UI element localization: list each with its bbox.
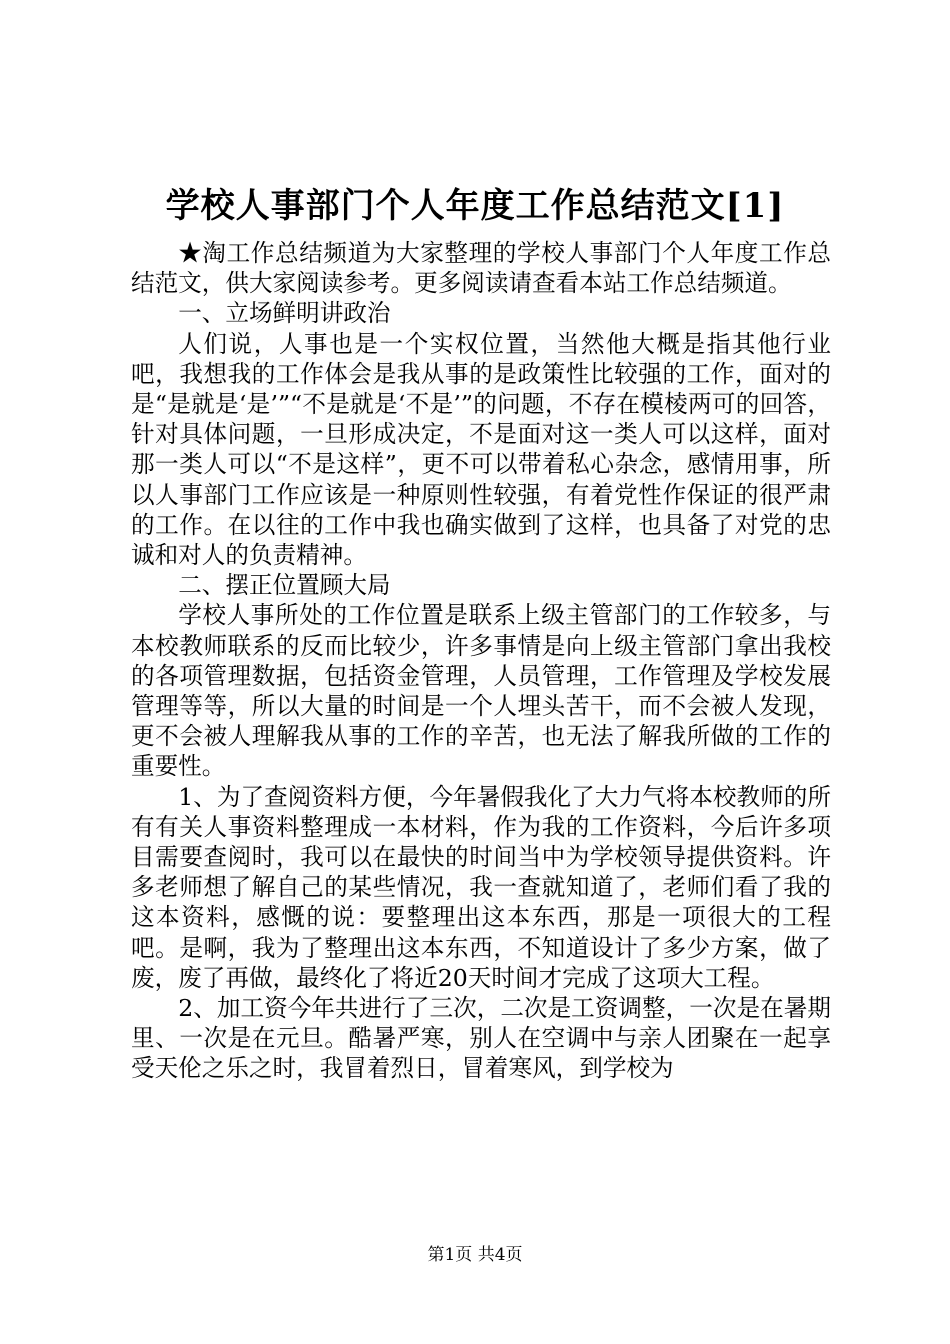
document-body <box>131 238 831 1084</box>
item-2-paragraph: 2、加工资今年共进行了三次，二次是工资调整，一次是在暑期里、一次是在元旦。酷暑严寒，别人在空调中与亲人团聚在一起享受天伦之乐之时，我冒着烈日，冒着寒风，到学校为 <box>131 994 831 1083</box>
section-1-paragraph: 人们说，人事也是一个实权位置，当然他大概是指其他行业吧，我想我的工作体会是我从事的是政策性比较强的工作，面对的是“是就是‘是’”“不是就是‘不是’”的问题，不存在模棱两可的回答，针对具体问题，一旦形成决定，不是面对这一类人可以这样，面对那一类人可以“不是这样”，更不可以带着私心杂念，感情用事，所以人事部门工作应该是一种原则性较强，有着党性作保证的很严肃的工作。在以往的工作中我也确实做到了这样，也具备了对党的忠诚和对人的负责精神。 <box>131 329 831 570</box>
document-title: 学校人事部门个人年度工作总结范文[1] <box>165 186 785 226</box>
item-1-paragraph: 1、为了查阅资料方便，今年暑假我化了大力气将本校教师的所有有关人事资料整理成一本材料，作为我的工作资料，今后许多项目需要查阅时，我可以在最快的时间当中为学校领导提供资料。许多老师想了解自己的某些情况，我一查就知道了，老师们看了我的这本资料，感慨的说：要整理出这本东西，那是一项很大的工程吧。是啊，我为了整理出这本东西，不知道设计了多少方案，做了废，废了再做，最终化了将近20天时间才完成了这项大工程。 <box>131 782 831 992</box>
section-2-paragraph: 学校人事所处的工作位置是联系上级主管部门的工作较多，与本校教师联系的反而比较少，许多事情是向上级主管部门拿出我校的各项管理数据，包括资金管理，人员管理，工作管理及学校发展管理等等，所以大量的时间是一个人埋头苦干，而不会被人发现，更不会被人理解我从事的工作的辛苦，也无法了解我所做的工作的重要性。 <box>131 601 831 781</box>
section-heading-1: 一、立场鲜明讲政治 <box>178 299 391 328</box>
section-heading-2: 二、摆正位置顾大局 <box>178 571 391 600</box>
intro-paragraph: ★淘工作总结频道为大家整理的学校人事部门个人年度工作总结范文，供大家阅读参考。更多阅读请查看本站工作总结频道。 <box>131 239 831 298</box>
page-footer: 第1页 共4页 <box>427 1245 523 1265</box>
